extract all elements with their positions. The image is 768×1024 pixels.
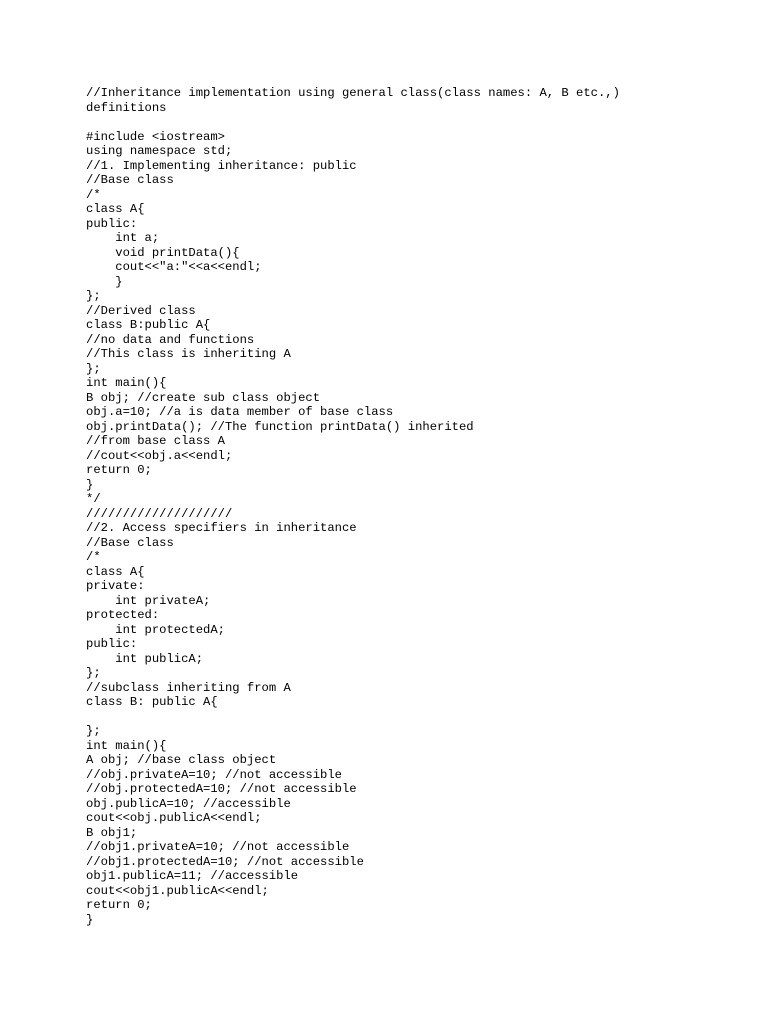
code-line: obj1.publicA=11; //accessible xyxy=(86,869,299,883)
code-line: A obj; //base class object xyxy=(86,753,277,767)
code-line: //This class is inheriting A xyxy=(86,347,291,361)
code-line: obj.printData(); //The function printData() inherited xyxy=(86,419,474,434)
code-line: class A{ xyxy=(86,564,145,579)
code-line: obj.a=10; //a is data member of base class xyxy=(86,405,394,419)
document-page xyxy=(86,86,746,927)
code-line: int main(){ xyxy=(86,376,167,390)
code-line: /* xyxy=(86,187,101,202)
code-line: } xyxy=(86,912,94,927)
code-line: int privateA; xyxy=(86,593,211,608)
code-line: public: xyxy=(86,216,138,231)
code-line: //subclass inheriting from A xyxy=(86,680,291,695)
code-line: }; xyxy=(86,289,101,303)
code-line: int a; xyxy=(86,231,160,245)
code-line: int main(){ xyxy=(86,738,167,753)
code-line: }; xyxy=(86,724,101,738)
code-line: private: xyxy=(86,579,145,593)
code-line: }; xyxy=(86,666,101,680)
code-line: //1. Implementing inheritance: public xyxy=(86,158,357,173)
code-line: /* xyxy=(86,550,101,564)
code-line: //cout<<obj.a<<endl; xyxy=(86,448,233,463)
code-line: //obj.privateA=10; //not accessible xyxy=(86,767,342,782)
code-line: int protectedA; xyxy=(86,622,225,637)
code-line: //Base class xyxy=(86,173,174,187)
code-line: //Base class xyxy=(86,535,174,550)
code-line: definitions xyxy=(86,100,167,115)
code-line: B obj1; xyxy=(86,825,138,840)
code-line: //from base class A xyxy=(86,434,225,448)
code-line: void printData(){ xyxy=(86,245,240,260)
code-line: class A{ xyxy=(86,202,145,216)
code-line: return 0; xyxy=(86,463,152,477)
code-line: class B:public A{ xyxy=(86,318,211,332)
code-line: //no data and functions xyxy=(86,332,255,347)
code-line: B obj; //create sub class object xyxy=(86,390,321,405)
code-line: //////////////////// xyxy=(86,506,233,521)
code-line: cout<<obj.publicA<<endl; xyxy=(86,811,262,825)
code-line: } xyxy=(86,274,123,289)
code-line: }; xyxy=(86,361,101,376)
code-line: obj.publicA=10; //accessible xyxy=(86,796,291,811)
code-line: public: xyxy=(86,637,138,651)
code-line: cout<<obj1.publicA<<endl; xyxy=(86,883,269,898)
code-line: using namespace std; xyxy=(86,144,233,158)
code-line: #include <iostream> xyxy=(86,129,225,144)
code-line: cout<<"a:"<<a<<endl; xyxy=(86,260,262,274)
code-line xyxy=(86,710,746,725)
code-line: //2. Access specifiers in inheritance xyxy=(86,521,357,535)
code-line: } xyxy=(86,477,94,492)
code-line: class B: public A{ xyxy=(86,695,218,709)
code-line: protected: xyxy=(86,608,160,622)
code-line xyxy=(86,115,746,130)
code-line: //obj.protectedA=10; //not accessible xyxy=(86,782,357,796)
code-line: //obj1.protectedA=10; //not accessible xyxy=(86,854,364,869)
code-line: */ xyxy=(86,492,101,506)
code-line: int publicA; xyxy=(86,651,204,666)
code-line: //Inheritance implementation using general class(class names: A, B etc.,) xyxy=(86,86,620,100)
code-line: return 0; xyxy=(86,898,152,912)
code-line: //obj1.privateA=10; //not accessible xyxy=(86,840,350,854)
code-line: //Derived class xyxy=(86,303,196,318)
